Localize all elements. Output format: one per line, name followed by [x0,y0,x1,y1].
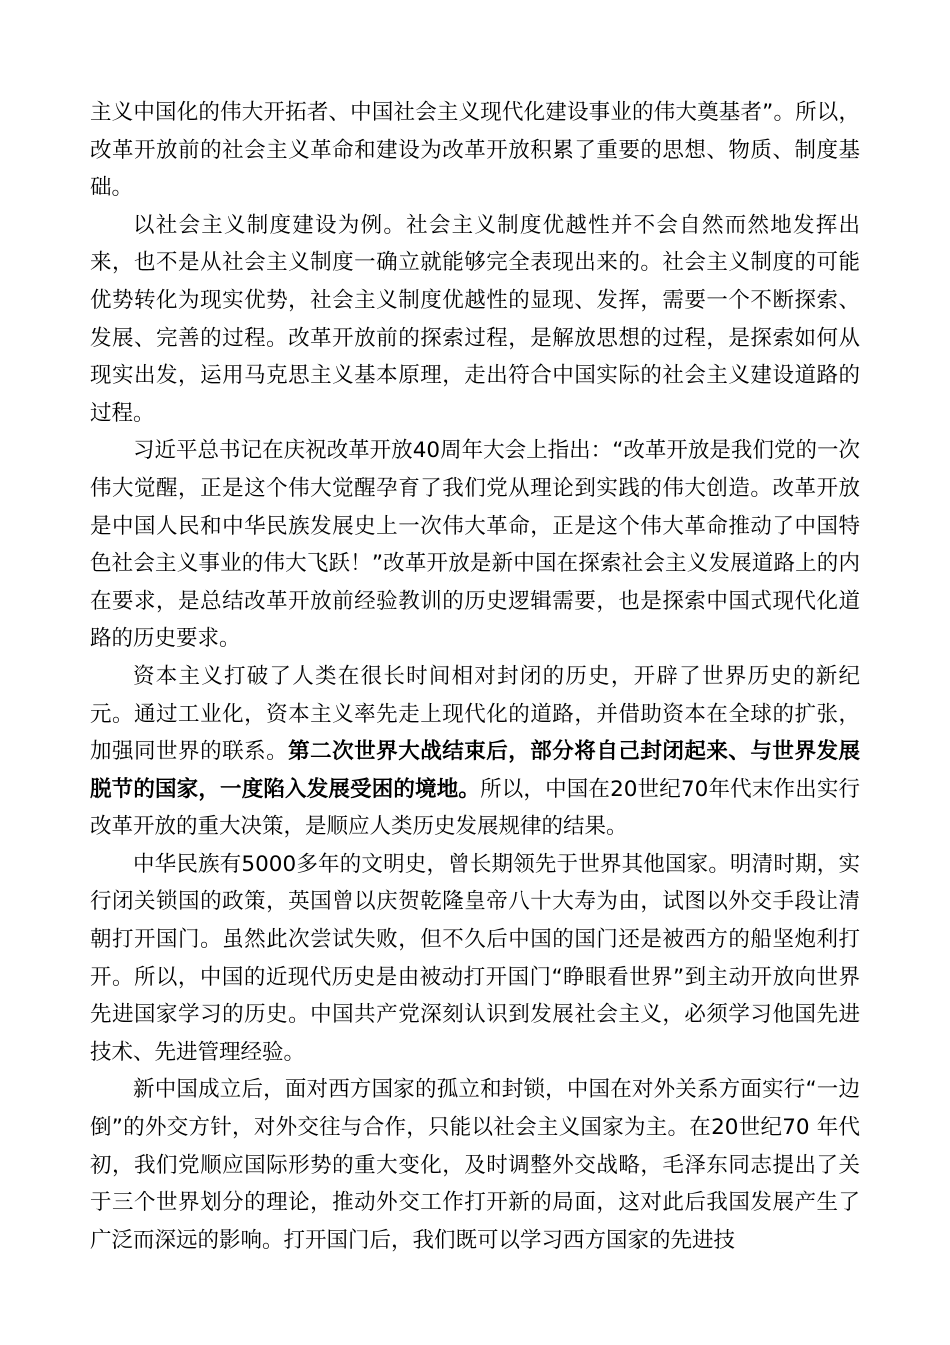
paragraph-6-text: 新中国成立后，面对西方国家的孤立和封锁，中国在对外关系方面实行“一边倒”的外交方针，对外交往与合作，只能以社会主义国家为主。在20世纪70 年代初，我们党顺应国际形势的重大变化，及时调整外交战略，毛泽东同志提出了关于三个世界划分的理论，推动外交工作打开新的局面，这对此后我国发展产生了广泛而深远的影响。打开国门后，我们既可以学习西方国家的先进技 [90,1077,860,1253]
paragraph-2 [90,207,860,433]
paragraph-1-text: 主义中国化的伟大开拓者、中国社会主义现代化建设事业的伟大奠基者”。所以，改革开放前的社会主义革命和建设为改革开放积累了重要的思想、物质、制度基础。 [90,100,860,201]
paragraph-1 [90,94,860,207]
paragraph-6 [90,1071,860,1259]
paragraph-3 [90,432,860,658]
paragraph-4-text-a: 资本主义打破了人类在很长时间相对封闭的历史，开辟了世界历史的新纪元。通过工业化，资本主义率先走上现代化的道路，并借助资本在全球的扩张，加强同世界的联系。 [90,663,860,765]
paragraph-3-text: 习近平总书记在庆祝改革开放40周年大会上指出：“改革开放是我们党的一次伟大觉醒，正是这个伟大觉醒孕育了我们党从理论到实践的伟大创造。改革开放是中国人民和中华民族发展史上一次伟大革命，正是这个伟大革命推动了中国特色社会主义事业的伟大飞跃！”改革开放是新中国在探索社会主义发展道路上的内在要求，是总结改革开放前经验教训的历史逻辑需要，也是探索中国式现代化道路的历史要求。 [90,438,860,652]
paragraph-2-text: 以社会主义制度建设为例。社会主义制度优越性并不会自然而然地发挥出来，也不是从社会主义制度一确立就能够完全表现出来的。社会主义制度的可能优势转化为现实优势，社会主义制度优越性的显现、发挥，需要一个不断探索、发展、完善的过程。改革开放前的探索过程，是解放思想的过程，是探索如何从现实出发，运用马克思主义基本原理，走出符合中国实际的社会主义建设道路的过程。 [90,212,860,426]
paragraph-4-bold-emphasis: 第二次世界大战结束后，部分将自己封闭起来、与世界发展脱节的国家，一度陷入发展受困的境地。 [90,739,860,802]
paragraph-4 [90,658,860,846]
paragraph-5 [90,846,860,1072]
document-body [90,94,860,1259]
paragraph-5-text: 中华民族有5000多年的文明史，曾长期领先于世界其他国家。明清时期，实行闭关锁国的政策，英国曾以庆贺乾隆皇帝八十大寿为由，试图以外交手段让清朝打开国门。虽然此次尝试失败，但不久后中国的国门还是被西方的船坚炮利打开。所以，中国的近现代历史是由被动打开国门“睁眼看世界”到主动开放向世界先进国家学习的历史。中国共产党深刻认识到发展社会主义，必须学习他国先进技术、先进管理经验。 [90,851,860,1065]
paragraph-4-text-b: 所以，中国在20世纪70年代末作出实行改革开放的重大决策，是顺应人类历史发展规律的结果。 [90,776,860,840]
